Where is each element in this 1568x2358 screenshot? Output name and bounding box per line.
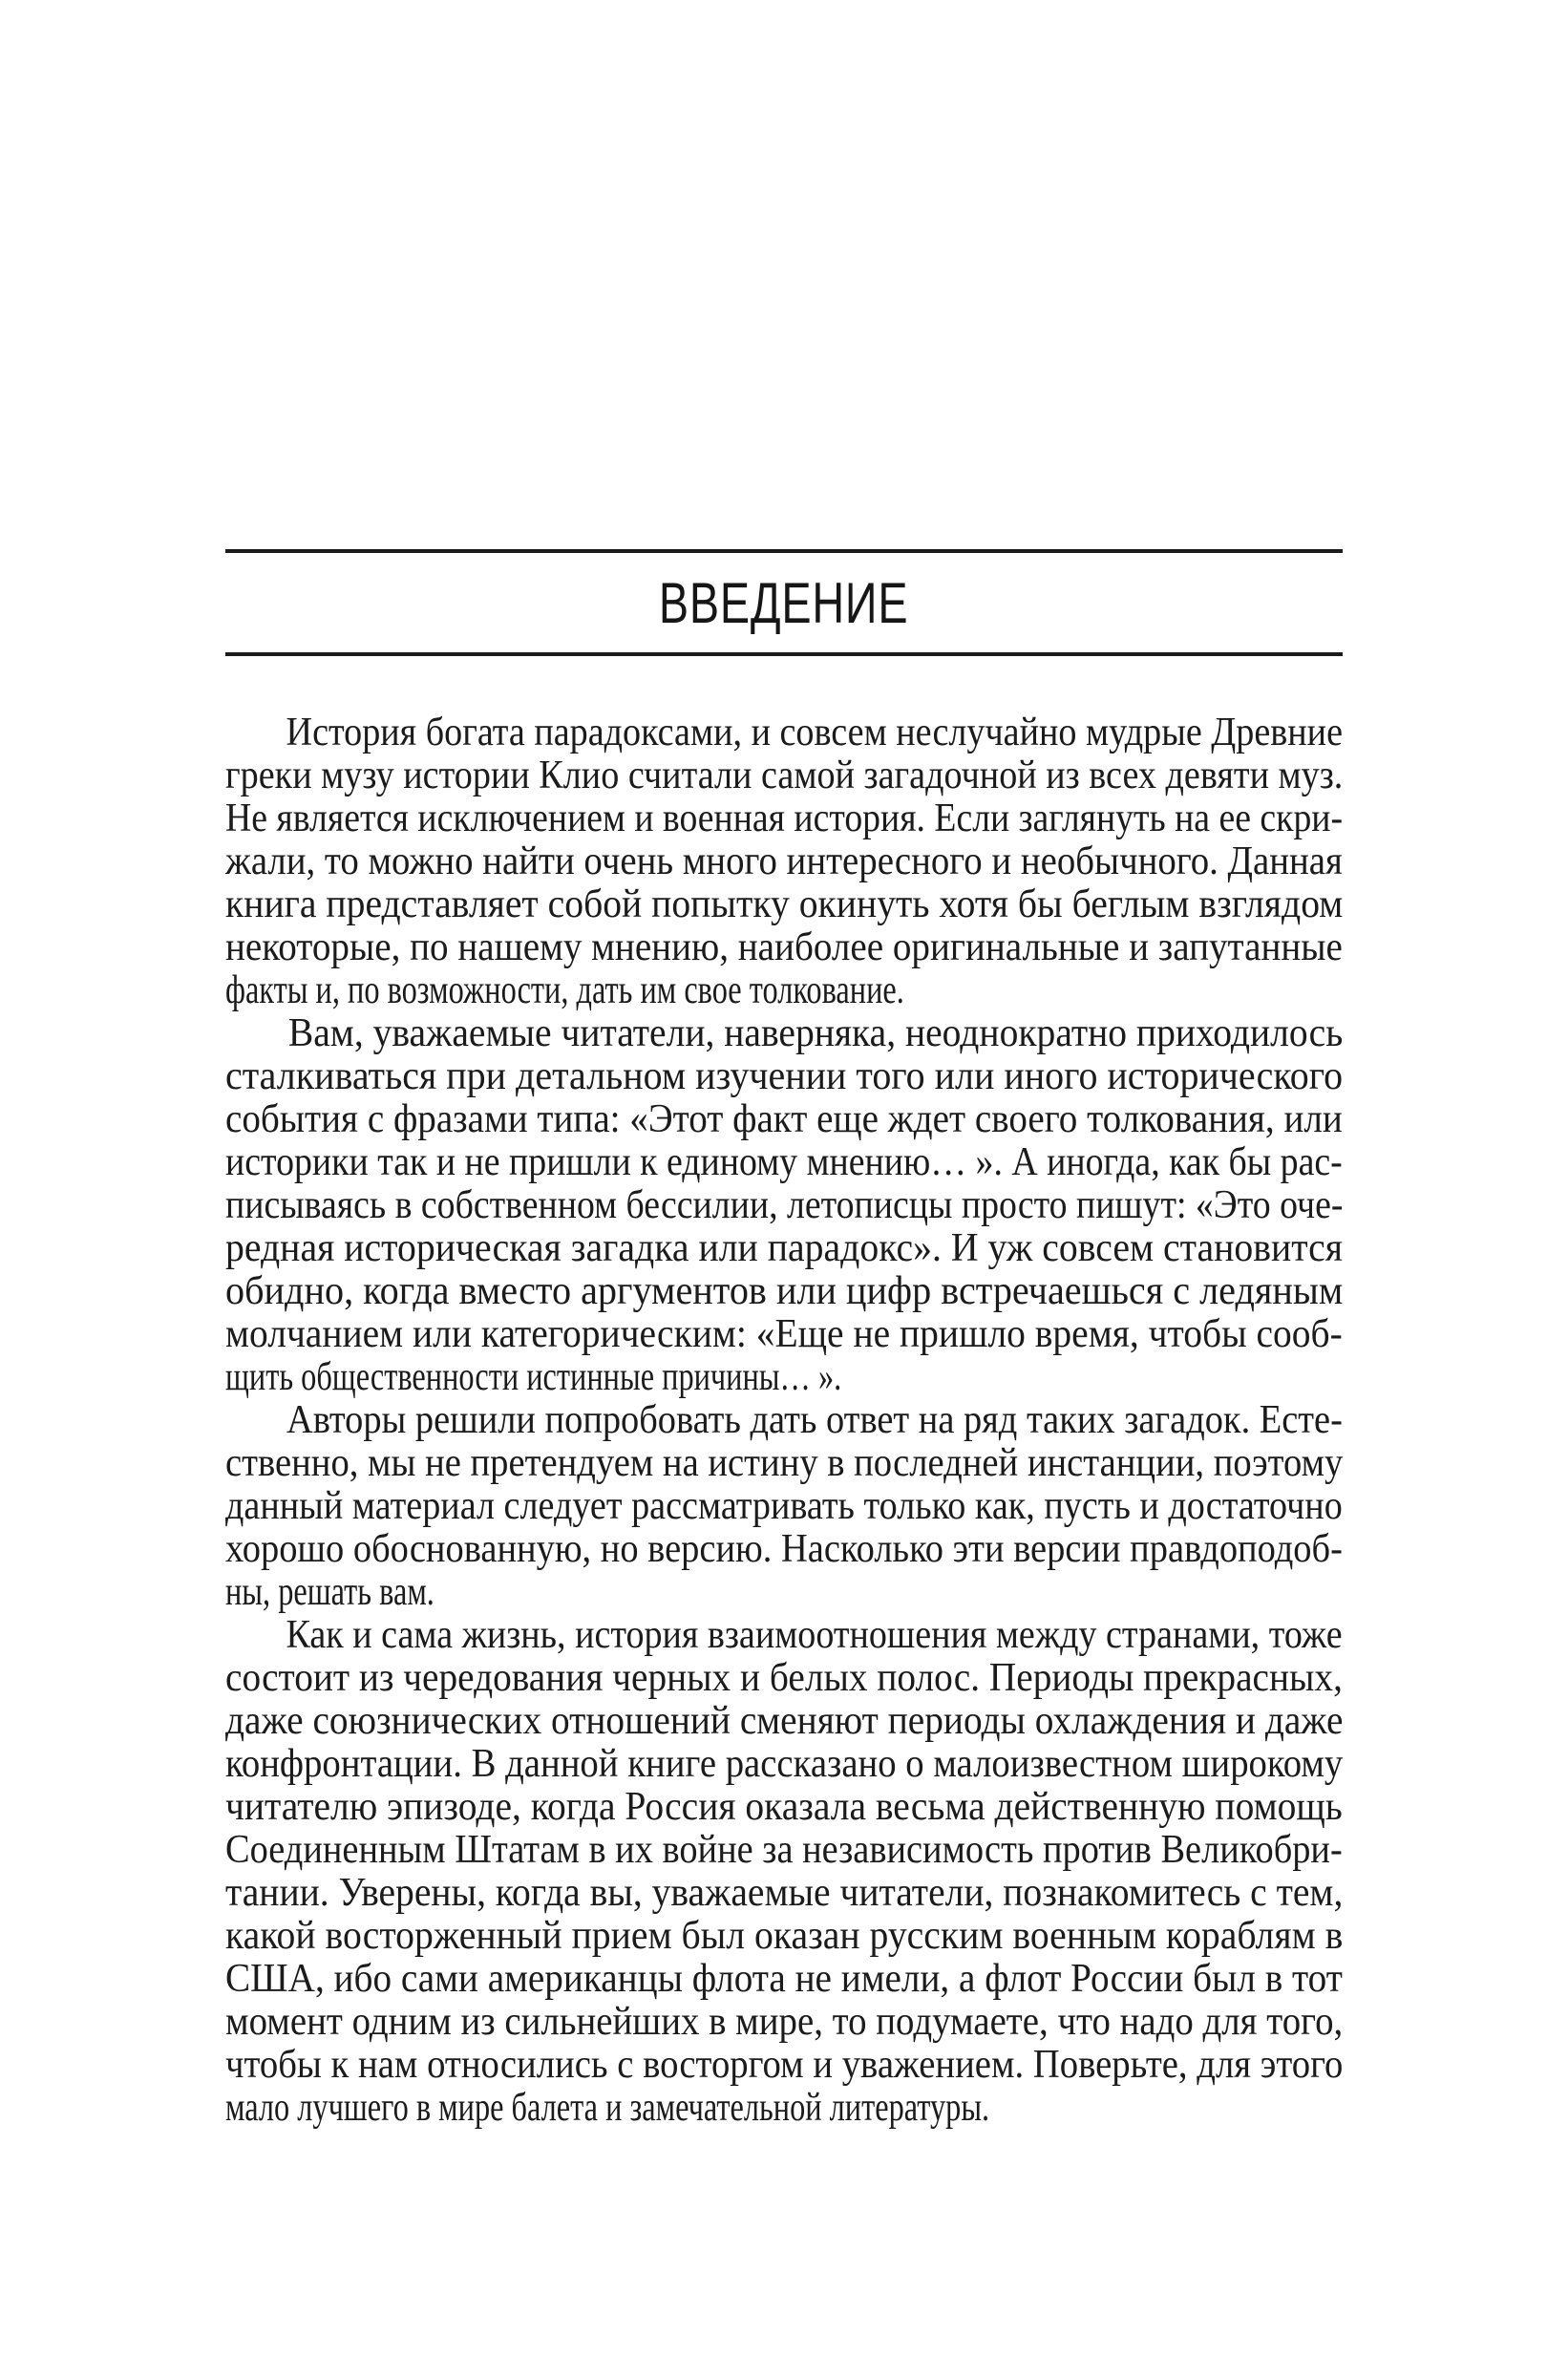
text-line: конфронтации. В данной книге рассказано о малоизвестном широкому [225,1742,1344,1786]
text-line: Соединенным Штатам в их войне за независимость против Великобри- [225,1828,1343,1872]
text-line: состоит из чередования черных и белых полос. Периоды прекрасных, [225,1656,1343,1700]
body-text [225,712,1343,2130]
text-line: обидно, когда вместо аргументов или цифр встречаешься с ледяным [225,1269,1344,1313]
text-line: книга представляет собой попытку окинуть хотя бы беглым взглядом [225,882,1344,926]
paragraph [225,1399,1343,1614]
chapter-title-block [225,553,1343,652]
text-line: редная историческая загадка или парадокс». И уж совсем становится [225,1226,1344,1270]
text-line: факты и, по возможности, дать им свое толкование. [225,968,904,1012]
text-line: ственно, мы не претендуем на истину в последней инстанции, поэтому [225,1441,1344,1485]
text-line: Вам, уважаемые читатели, наверняка, неоднократно приходилось [287,1011,1344,1055]
text-line: щить общественности истинные причины… ». [225,1355,842,1399]
text-line: события с фразами типа: «Этот факт еще ждет своего толкования, или [225,1097,1343,1141]
text-line: мало лучшего в мире балета и замечательной литературы. [225,2086,990,2130]
text-line: США, ибо сами американцы флота не имели, а флот России был в тот [225,1957,1343,2001]
text-line: сталкиваться при детальном изучении того или иного исторического [225,1054,1344,1098]
page-title: ВВЕДЕНИЕ [659,570,909,635]
text-line: Авторы решили попробовать дать ответ на ряд таких загадок. Есте- [286,1398,1343,1442]
text-line: молчанием или категорическим: «Еще не пришло время, чтобы сооб- [225,1312,1343,1356]
text-line: Как и сама жизнь, история взаимоотношения между странами, тоже [286,1613,1343,1657]
text-line: греки музу истории Клио считали самой загадочной из всех девяти муз. [225,754,1344,797]
paragraph [225,712,1343,1012]
text-line: тании. Уверены, когда вы, уважаемые читатели, познакомитесь с тем, [225,1871,1344,1915]
text-line: какой восторженный прием был оказан русским военным кораблям в [225,1914,1344,1958]
text-line: хорошо обоснованную, но версию. Насколько эти версии правдоподоб- [225,1527,1343,1571]
text-line: читателю эпизоде, когда Россия оказала весьма действенную помощь [225,1785,1343,1829]
text-line: Не является исключением и военная история. Если заглянуть на ее скри- [225,797,1344,840]
paragraph [225,1012,1343,1399]
text-line: История богата парадоксами, и совсем неслучайно мудрые Древние [286,711,1344,754]
text-line: чтобы к нам относились с восторгом и уважением. Поверьте, для этого [225,2043,1344,2087]
text-line: данный материал следует рассматривать только как, пусть и достаточно [225,1484,1343,1528]
text-line: некоторые, по нашему мнению, наиболее оригинальные и запутанные [225,925,1343,969]
text-line: жали, то можно найти очень много интересного и необычного. Данная [225,839,1343,883]
text-line: историки так и не пришли к единому мнению… ». А иногда, как бы рас- [225,1140,1343,1184]
text-line: писываясь в собственном бессилии, летописцы просто пишут: «Это оче- [225,1183,1344,1227]
title-rule-bottom [225,652,1343,656]
text-line: ны, решать вам. [225,1570,434,1614]
paragraph [225,1614,1343,2130]
text-line: даже союзнических отношений сменяют периоды охлаждения и даже [225,1699,1344,1743]
text-line: момент одним из сильнейших в мире, то подумаете, что надо для того, [225,2000,1344,2044]
